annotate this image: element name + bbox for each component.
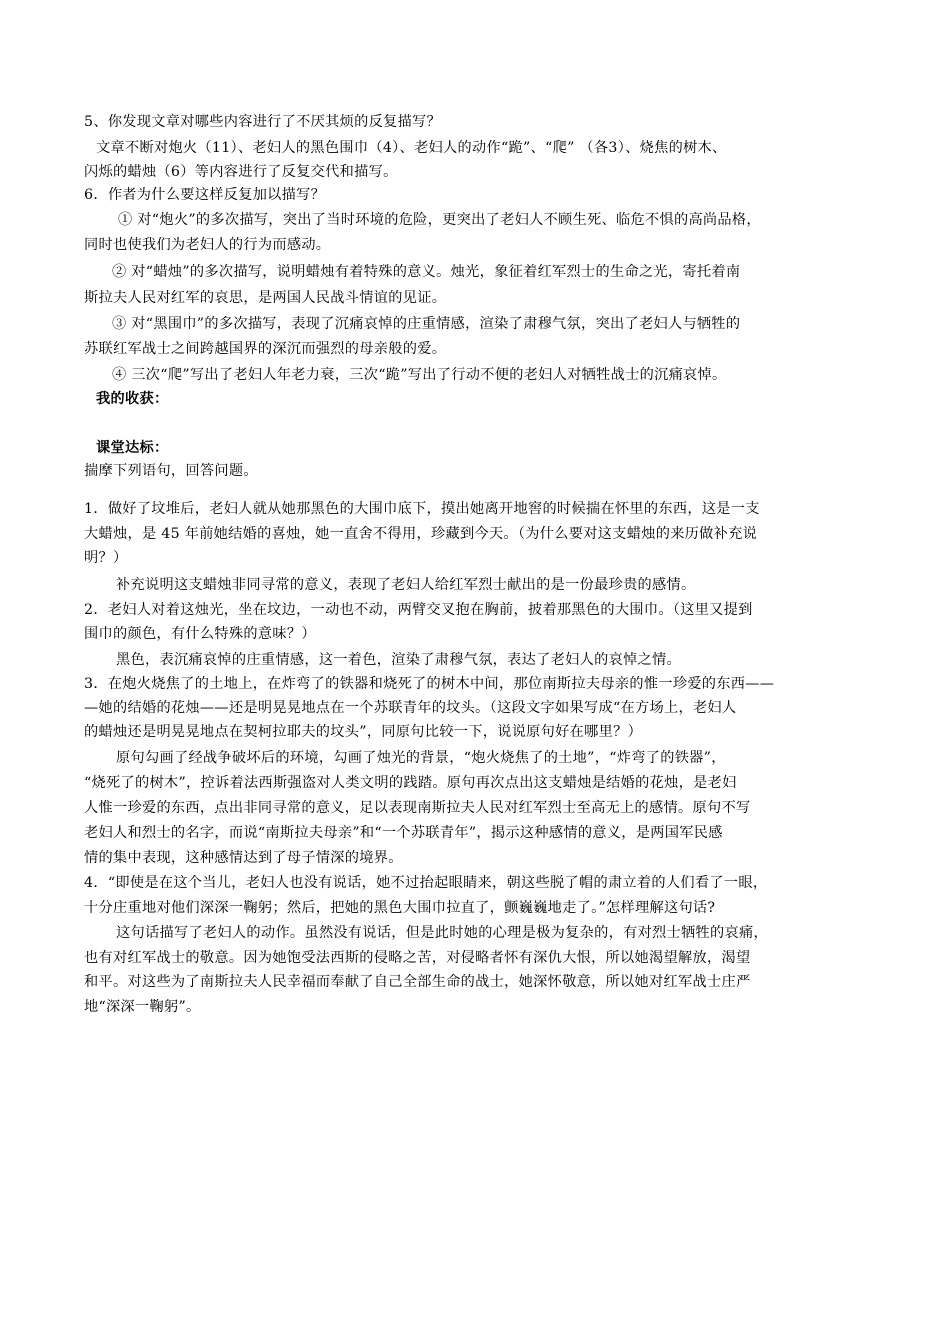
answer-1-line: 同时也使我们为老妇人的行为而感动。 bbox=[84, 237, 331, 253]
classroom-heading: 课堂达标： bbox=[96, 440, 169, 456]
question-5: 5、你发现文章对哪些内容进行了不厌其烦的反复描写？ bbox=[84, 114, 442, 130]
item-1-line: 大蜡烛，是 45 年前她结婚的喜烛，她一直舍不得用，珍藏到今天。（为什么要对这支蜡烛的来历做补充说 bbox=[84, 526, 758, 542]
question-6: 6．作者为什么要这样反复加以描写？ bbox=[84, 187, 326, 203]
instruction: 揣摩下列语句，回答问题。 bbox=[84, 463, 258, 479]
item-4-answer-line: 这句话描写了老妇人的动作。虽然没有说话，但是此时她的心理是极为复杂的，有对烈士牺牲的哀痛， bbox=[116, 925, 768, 941]
item-3-answer-line: 情的集中表现，这种感情达到了母子情深的境界。 bbox=[84, 850, 403, 866]
item-3-answer-line: 人惟一珍爱的东西，点出非同寻常的意义，足以表现南斯拉夫人民对红军烈士至高无上的感情。原句不写 bbox=[84, 800, 751, 816]
item-2-line: 围巾的颜色，有什么特殊的意味？） bbox=[84, 626, 316, 642]
item-1-answer: 补充说明这支蜡烛非同寻常的意义，表现了老妇人给红军烈士献出的是一份最珍贵的感情。 bbox=[116, 577, 696, 593]
item-4-answer-line: 和平。对这些为了南斯拉夫人民幸福而奉献了自己全部生命的战士，她深怀敬意，所以她对红军战士庄严 bbox=[84, 974, 751, 990]
answer-3-line: 苏联红军战士之间跨越国界的深沉而强烈的母亲般的爱。 bbox=[84, 341, 447, 357]
item-3-answer-line: “烧死了的树木”，控诉着法西斯强盗对人类文明的践踏。原句再次点出这支蜡烛是结婚的花烛，是老妇 bbox=[84, 775, 737, 791]
item-3-answer-line: 老妇人和烈士的名字，而说“南斯拉夫母亲”和“一个苏联青年”，揭示这种感情的意义，是两国军民感 bbox=[84, 825, 723, 841]
item-3-line: 的蜡烛还是明晃晃地点在契柯拉耶夫的坟头”，同原句比较一下，说说原句好在哪里？） bbox=[84, 724, 643, 740]
answer-3-line: ③ 对“黑围巾”的多次描写，表现了沉痛哀悼的庄重情感，渲染了肃穆气氛，突出了老妇人与牺牲的 bbox=[112, 316, 741, 332]
answer-2-line: ② 对“蜡烛”的多次描写，说明蜡烛有着特殊的意义。烛光，象征着红军烈士的生命之光，寄托着南 bbox=[112, 264, 741, 280]
answer-1-line: ① 对“炮火”的多次描写，突出了当时环境的危险，更突出了老妇人不顾生死、临危不惧的高尚品格， bbox=[118, 212, 761, 228]
harvest-heading: 我的收获： bbox=[96, 391, 169, 407]
item-2-line: 2．老妇人对着这烛光，坐在坟边，一动也不动，两臂交叉抱在胸前，披着那黑色的大围巾。（这里又提到 bbox=[84, 602, 753, 618]
item-2-answer: 黑色，表沉痛哀悼的庄重情感，这一着色，渲染了肃穆气氛，表达了老妇人的哀悼之情。 bbox=[116, 652, 682, 668]
item-4-line: 4．“即使是在这个当儿，老妇人也没有说话，她不过抬起眼睛来，朝这些脱了帽的肃立着的人们看了一眼， bbox=[84, 875, 768, 891]
item-3-line: 3．在炮火烧焦了的土地上，在炸弯了的铁器和烧死了的树木中间，那位南斯拉夫母亲的惟一珍爱的东西—— bbox=[84, 676, 775, 692]
item-3-line: —她的结婚的花烛——还是明晃晃地点在一个苏联青年的坟头。（这段文字如果写成“在方场上，老妇人 bbox=[84, 700, 737, 716]
answer-2-line: 斯拉夫人民对红军的哀思，是两国人民战斗情谊的见证。 bbox=[84, 290, 447, 306]
item-1-line: 1．做好了坟堆后，老妇人就从她那黑色的大围巾底下，摸出她离开地窖的时候揣在怀里的东西，这是一支 bbox=[84, 501, 760, 517]
answer-4-line: ④ 三次“爬”写出了老妇人年老力衰，三次“跪”写出了行动不便的老妇人对牺牲战士的沉痛哀悼。 bbox=[112, 367, 727, 383]
item-4-line: 十分庄重地对他们深深一鞠躬；然后，把她的黑色大围巾拉直了，颤巍巍地走了。”怎样理解这句话? bbox=[84, 900, 716, 916]
item-4-answer-line: 地“深深一鞠躬”。 bbox=[84, 999, 201, 1015]
question-5-answer-line: 文章不断对炮火（11）、老妇人的黑色围巾（4）、老妇人的动作“跪”、“爬” （各3）、烧焦的树木、 bbox=[96, 140, 727, 156]
item-4-answer-line: 也有对红军战士的敬意。因为她饱受法西斯的侵略之苦，对侵略者怀有深仇大恨，所以她渴望解放，渴望 bbox=[84, 950, 751, 966]
question-5-answer-line: 闪烁的蜡烛（6）等内容进行了反复交代和描写。 bbox=[84, 164, 398, 180]
item-1-line: 明？） bbox=[84, 550, 128, 566]
item-3-answer-line: 原句勾画了经战争破坏后的环境，勾画了烛光的背景，“炮火烧焦了的土地”，“炸弯了的铁器”， bbox=[116, 750, 726, 766]
